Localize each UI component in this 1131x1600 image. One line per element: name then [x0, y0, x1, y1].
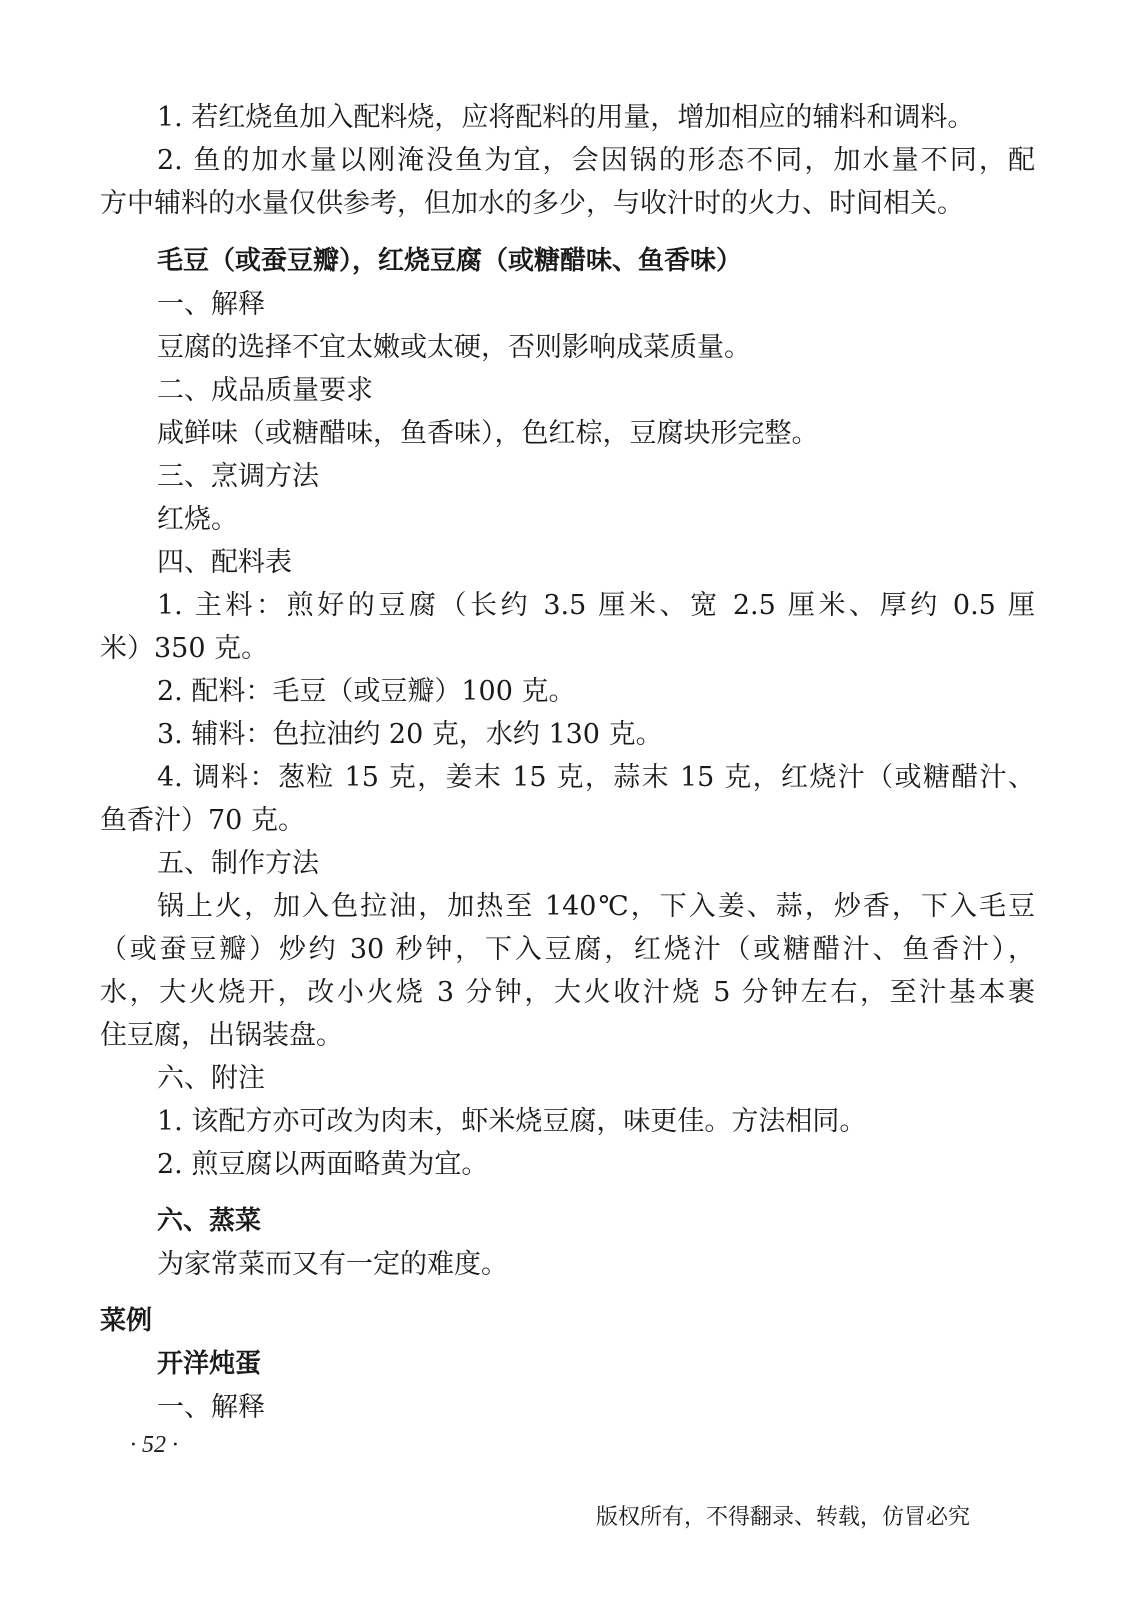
dish-title: 开洋炖蛋: [157, 1349, 262, 1379]
ingredient-auxiliary: 3. 辅料：色拉油约 20 克，水约 130 克。: [157, 719, 663, 750]
note-item-1: 1. 该配方亦可改为肉末，虾米烧豆腐，味更佳。方法相同。: [157, 1106, 867, 1137]
note-2-line-1: 2. 鱼的加水量以刚淹没鱼为宜，会因锅的形态不同，加水量不同，配: [157, 145, 1035, 176]
recipe-title: 毛豆（或蚕豆瓣），红烧豆腐（或糖醋味、鱼香味）: [157, 246, 743, 276]
ingredient-seasoning-line-1: 4. 调料：葱粒 15 克，姜末 15 克，蒜末 15 克，红烧汁（或糖醋汁、: [157, 762, 1035, 793]
note-2-line-2: 方中辅料的水量仅供参考，但加水的多少，与收汁时的火力、时间相关。: [100, 188, 964, 219]
section-heading-method: 三、烹调方法: [157, 461, 319, 492]
ingredient-main-line-2: 米）350 克。: [100, 633, 269, 664]
copyright-notice: 版权所有，不得翻录、转载，仿冒必究: [596, 1505, 971, 1530]
note-item-2: 2. 煎豆腐以两面略黄为宜。: [157, 1149, 489, 1180]
procedure-line-1: 锅上火，加入色拉油，加热至 140℃，下入姜、蒜，炒香，下入毛豆: [157, 891, 1035, 922]
procedure-line-4: 住豆腐，出锅装盘。: [100, 1020, 343, 1051]
procedure-line-3: 水，大火烧开，改小火烧 3 分钟，大火收汁烧 5 分钟左右，至汁基本裹: [100, 977, 1035, 1008]
method-text: 红烧。: [157, 504, 238, 535]
section-heading-explanation: 一、解释: [157, 289, 265, 320]
ingredient-secondary: 2. 配料：毛豆（或豆瓣）100 克。: [157, 676, 576, 707]
ingredient-seasoning-line-2: 鱼香汁）70 克。: [100, 805, 305, 836]
steamed-intro-text: 为家常菜而又有一定的难度。: [157, 1249, 508, 1280]
section-heading-notes: 六、附注: [157, 1063, 265, 1094]
quality-text: 咸鲜味（或糖醋味，鱼香味），色红棕，豆腐块形完整。: [157, 418, 819, 449]
explanation-text: 豆腐的选择不宜太嫩或太硬，否则影响成菜质量。: [157, 332, 751, 363]
dish-section-heading-explanation: 一、解释: [157, 1392, 265, 1423]
section-heading-steamed: 六、蒸菜: [157, 1206, 262, 1236]
procedure-line-2: （或蚕豆瓣）炒约 30 秒钟，下入豆腐，红烧汁（或糖醋汁、鱼香汁），: [100, 934, 1035, 965]
page-number: · 52 ·: [130, 1432, 178, 1458]
ingredient-main-line-1: 1. 主料：煎好的豆腐（长约 3.5 厘米、宽 2.5 厘米、厚约 0.5 厘: [157, 590, 1035, 621]
note-1: 1. 若红烧鱼加入配料烧，应将配料的用量，增加相应的辅料和调料。: [157, 102, 975, 133]
examples-label: 菜例: [100, 1306, 153, 1336]
section-heading-quality: 二、成品质量要求: [157, 375, 373, 406]
section-heading-ingredients: 四、配料表: [157, 547, 292, 578]
section-heading-procedure: 五、制作方法: [157, 848, 319, 879]
